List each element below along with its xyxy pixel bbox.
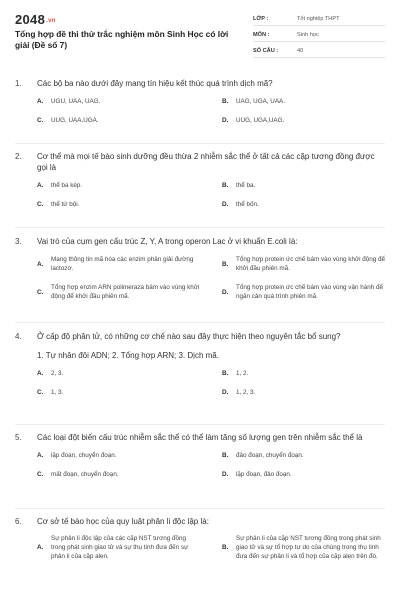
option-letter: B. [222, 452, 229, 459]
option-c[interactable] [37, 388, 222, 397]
option-d[interactable] [222, 116, 400, 125]
option-letter: D. [222, 288, 229, 296]
site-logo[interactable] [15, 12, 56, 27]
option-text: Sự phân li của cặp NST tương đồng trong phát sinh giao tử và sự tổ hợp tự do của chúng trong thụ tinh đưa đến sự phân li và tổ hợp của cặp alen trên đó. [236, 535, 381, 560]
option-letter: A. [37, 182, 44, 189]
document-meta [253, 12, 385, 60]
question-5 [15, 432, 385, 479]
option-a[interactable] [37, 451, 222, 460]
logo-suffix: .vn [46, 17, 56, 24]
options-grid [37, 451, 385, 479]
question-text: Các loại đột biến cấu trúc nhiễm sắc thể có thể làm tăng số lượng gen trên nhiễm sắc thể là [37, 433, 363, 442]
meta-row-subject [253, 28, 385, 42]
option-a[interactable] [37, 534, 222, 561]
option-letter: A. [37, 370, 44, 377]
option-text: thể ba. [236, 182, 256, 189]
options-grid [37, 534, 385, 561]
question-text: Cơ thể mà mọi tế bào sinh dưỡng đều thừa 2 nhiễm sắc thể ở tất cả các cặp tương đồng được gọi là [37, 152, 375, 172]
document-header [15, 12, 385, 62]
question-text: Cơ sở tế bào học của quy luật phân li độc lập là: [37, 517, 209, 526]
option-letter: B. [222, 544, 229, 551]
option-letter: B. [222, 98, 229, 105]
meta-row-class [253, 12, 385, 26]
option-letter: C. [37, 117, 44, 124]
question-text: Ở cấp độ phân tử, có những cơ chế nào sau đây thực hiện theo nguyên tắc bổ sung? [37, 332, 341, 341]
option-b[interactable] [222, 451, 400, 460]
divider [15, 508, 385, 509]
option-b[interactable] [222, 534, 400, 561]
option-letter: C. [37, 471, 44, 478]
option-a[interactable] [37, 255, 222, 273]
option-text: lặp đoạn, đảo đoạn. [236, 471, 292, 478]
option-letter: B. [222, 260, 229, 268]
option-text: 1, 2. [236, 370, 249, 377]
question-number: 6. [15, 517, 22, 526]
options-grid [37, 97, 385, 125]
question-number: 2. [15, 152, 22, 161]
option-letter: C. [37, 288, 44, 296]
option-text: 1, 3. [51, 389, 64, 396]
question-number: 4. [15, 332, 22, 341]
meta-value: Sinh học [297, 31, 319, 38]
option-letter: C. [37, 389, 44, 396]
option-a[interactable] [37, 369, 222, 378]
option-d[interactable] [222, 388, 400, 397]
question-subtext: 1. Tự nhân đôi ADN; 2. Tổng hợp ARN; 3. Dịch mã. [37, 351, 219, 360]
option-letter: B. [222, 370, 229, 377]
question-4 [15, 331, 385, 397]
document-title: Tổng hợp đề thi thử trắc nghiệm môn Sinh Học có lời giải (Đề số 7) [15, 29, 229, 50]
option-letter: D. [222, 201, 229, 208]
option-text: Mang thông tin mã hóa các enzim phân giải đường lactozơ. [51, 256, 194, 272]
option-text: mất đoạn, chuyển đoạn. [51, 471, 119, 478]
question-6 [15, 516, 385, 561]
divider [15, 227, 385, 228]
option-letter: A. [37, 452, 44, 459]
option-c[interactable] [37, 283, 222, 301]
option-text: UUG, UGA,UAG. [236, 117, 285, 124]
option-b[interactable] [222, 97, 400, 106]
option-text: Tổng hợp enzim ARN polimeraza bám vào vùng khởi động để khởi đầu phiên mã. [51, 284, 200, 300]
option-letter: C. [37, 201, 44, 208]
meta-row-count [253, 44, 385, 58]
option-letter: D. [222, 389, 229, 396]
option-d[interactable] [222, 283, 400, 301]
option-text: 1, 2, 3. [236, 389, 256, 396]
option-text: UGU, UAA, UAG. [51, 98, 101, 105]
options-grid [37, 181, 385, 209]
meta-label: MÔN : [253, 31, 270, 38]
option-text: lặp đoạn, chuyển đoạn. [51, 452, 117, 459]
option-text: thể ba kép. [51, 182, 83, 189]
option-c[interactable] [37, 200, 222, 209]
question-3 [15, 236, 385, 301]
option-letter: A. [37, 544, 44, 551]
logo-text: 2048 [15, 12, 46, 27]
question-number: 5. [15, 433, 22, 442]
question-text: Các bộ ba nào dưới đây mang tín hiệu kết thúc quá trình dịch mã? [37, 79, 273, 88]
question-1 [15, 78, 385, 125]
meta-label: LỚP : [253, 15, 269, 22]
option-text: Sự phân li độc lập của các cặp NST tương đồng trong phát sinh giao tử và sự thụ tinh đưa đến sự phân li của cặp alen. [51, 535, 189, 560]
option-b[interactable] [222, 255, 400, 273]
option-text: 2, 3. [51, 370, 64, 377]
divider [15, 424, 385, 425]
meta-label: SỐ CÂU : [253, 47, 279, 54]
options-grid [37, 255, 385, 301]
option-c[interactable] [37, 116, 222, 125]
option-letter: A. [37, 260, 44, 268]
question-text: Vai trò của cụm gen cấu trúc Z, Y, A trong operon Lac ở vi khuẩn E.coli là: [37, 237, 298, 246]
option-text: đảo đoạn, chuyển đoạn. [236, 452, 304, 459]
meta-value: Tốt nghiệp THPT [297, 15, 340, 22]
option-a[interactable] [37, 181, 222, 190]
option-text: UAG, UGA, UAA. [236, 98, 285, 105]
option-letter: B. [222, 182, 229, 189]
question-number: 3. [15, 237, 22, 246]
divider [15, 322, 385, 323]
option-a[interactable] [37, 97, 222, 106]
option-b[interactable] [222, 369, 400, 378]
option-text: thể bốn. [236, 201, 259, 208]
option-letter: D. [222, 471, 229, 478]
option-text: Tổng hợp protein ức chế bám vào vùng khởi động để khởi đầu phiên mã. [236, 256, 385, 272]
option-b[interactable] [222, 181, 400, 190]
option-d[interactable] [222, 470, 400, 479]
option-c[interactable] [37, 470, 222, 479]
divider [15, 143, 385, 144]
option-d[interactable] [222, 200, 400, 209]
question-2 [15, 151, 385, 209]
options-grid [37, 369, 385, 397]
option-text: thể tứ bội. [51, 201, 80, 208]
option-letter: D. [222, 117, 229, 124]
option-text: Tổng hợp protein ức chế bám vào vùng vận hành để ngăn cản quá trình phiên mã. [236, 284, 383, 300]
question-number: 1. [15, 79, 22, 88]
option-text: UUG, UAA,UGA. [51, 117, 99, 124]
meta-value: 40 [297, 47, 304, 54]
option-letter: A. [37, 98, 44, 105]
